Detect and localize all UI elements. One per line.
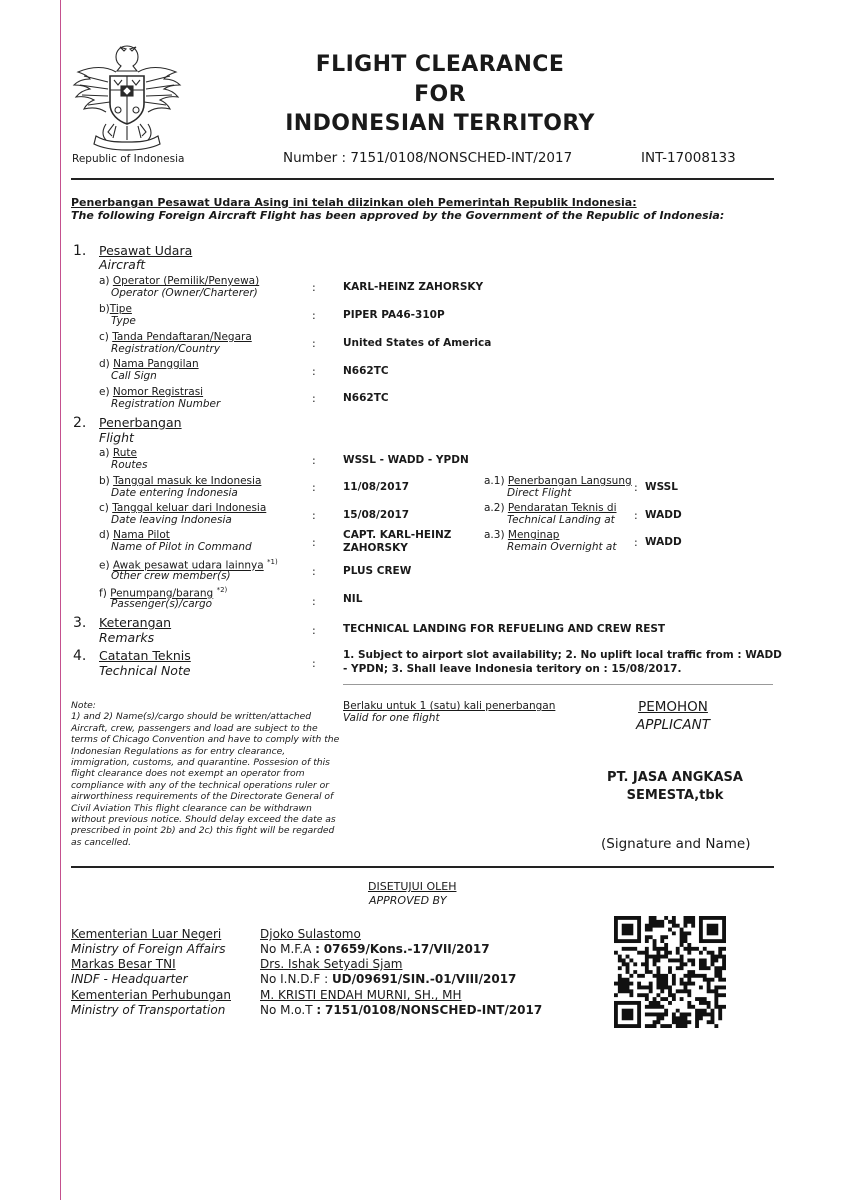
- pilot-name-label-id: d) Nama Pilot: [99, 529, 170, 541]
- note-block: [71, 700, 340, 848]
- colon: :: [312, 365, 316, 378]
- flight-exit-date-label-en: Date leaving Indonesia: [111, 514, 232, 526]
- aircraft-registration-number-label-id: e) Nomor Registrasi: [99, 386, 204, 398]
- colon: :: [312, 309, 316, 322]
- pilot-name-value-line-1: CAPT. KARL-HEINZ: [343, 529, 452, 541]
- signatory-mfa-number: No M.F.A : 07659/Kons.-17/VII/2017: [260, 942, 490, 956]
- authority-tni-en: INDF - Headquarter: [71, 972, 188, 986]
- note-line: terms of Chicago Convention and have to comply with the: [71, 734, 340, 746]
- clearance-number: Number : 7151/0108/NONSCHED-INT/2017: [283, 150, 573, 166]
- note-line: Aircraft, crew, passengers and load are subject to the: [71, 722, 318, 734]
- colon: :: [634, 509, 638, 522]
- section-2-number: 2.: [73, 415, 87, 431]
- other-crew-label-id: e) Awak pesawat udara lainnya $^{*1)}$: [99, 558, 278, 572]
- direct-flight-value: WSSL: [645, 481, 678, 493]
- aircraft-type-label-en: Type: [111, 315, 136, 327]
- note-line: Note:: [71, 700, 96, 711]
- section-3-label-id: Keterangan: [99, 615, 172, 630]
- flight-entry-date-label-id: b) Tanggal masuk ke Indonesia: [99, 475, 262, 487]
- section-2-label-en: Flight: [99, 430, 134, 445]
- colon: :: [634, 536, 638, 549]
- note-line: compliance with any of the technical operations ruler or: [71, 779, 330, 791]
- signatory-mfa-name: Djoko Sulastomo: [260, 927, 361, 941]
- aircraft-registration-country-label-en: Registration/Country: [111, 343, 221, 355]
- signatory-mot-number: No M.o.T : 7151/0108/NONSCHED-INT/2017: [260, 1003, 543, 1017]
- technical-note-line-2: - YPDN; 3. Shall leave Indonesia teritory on : 15/08/2017.: [343, 663, 682, 675]
- applicant-company-line-2: SEMESTA,tbk: [626, 788, 724, 803]
- flight-route-label-en: Routes: [111, 459, 148, 471]
- validity-en: Valid for one flight: [343, 712, 440, 724]
- title-line-3: INDONESIAN TERRITORY: [285, 111, 595, 136]
- colon: :: [312, 509, 316, 522]
- other-crew-value: PLUS CREW: [343, 565, 412, 577]
- aircraft-callsign-label-en: Call Sign: [111, 370, 157, 382]
- section-4-label-id: Catatan Teknis: [99, 648, 191, 663]
- colon: :: [312, 657, 316, 670]
- flight-exit-date-label-id: c) Tanggal keluar dari Indonesia: [99, 502, 267, 514]
- colon: :: [312, 337, 316, 350]
- note-line: 1) and 2) Name(s)/cargo should be written/attached: [71, 711, 312, 723]
- flight-entry-date-value: 11/08/2017: [343, 481, 410, 493]
- aircraft-registration-number-value: N662TC: [343, 392, 389, 404]
- applicant-label-en: APPLICANT: [635, 717, 711, 733]
- header-divider: [71, 178, 774, 180]
- signature-caption: (Signature and Name): [601, 836, 751, 852]
- flight-route-label-id: a) Rute: [99, 447, 137, 459]
- section-1-label-en: Aircraft: [99, 257, 146, 272]
- technical-landing-value: WADD: [645, 509, 682, 521]
- signatory-mot-name: M. KRISTI ENDAH MURNI, SH., MH: [260, 988, 462, 1002]
- technical-landing-label-id: a.2) Pendaratan Teknis di: [484, 502, 617, 514]
- approved-by-label-en: APPROVED BY: [369, 894, 447, 907]
- overnight-value: WADD: [645, 536, 682, 548]
- passengers-value: NIL: [343, 593, 363, 605]
- colon: :: [312, 565, 316, 578]
- note-line: Indonesian Regulations as for entry clearance,: [71, 745, 286, 757]
- signatory-indf-number: No I.N.D.F : UD/09691/SIN.-01/VIII/2017: [260, 972, 517, 986]
- authority-mfa-id: Kementerian Luar Negeri: [71, 927, 222, 941]
- remarks-value: TECHNICAL LANDING FOR REFUELING AND CREW REST: [343, 623, 666, 635]
- approved-by-label-id: DISETUJUI OLEH: [368, 880, 457, 893]
- section-3-label-en: Remarks: [99, 630, 155, 645]
- qr-code-icon: [614, 916, 726, 1028]
- authority-mot-id: Kementerian Perhubungan: [71, 988, 231, 1002]
- other-crew-label-en: Other crew member(s): [111, 570, 231, 582]
- technical-landing-label-en: Technical Landing at: [507, 514, 615, 526]
- overnight-label-id: a.3) Menginap: [484, 529, 560, 541]
- colon: :: [312, 536, 316, 549]
- margin-line: [60, 0, 61, 1200]
- direct-flight-label-en: Direct Flight: [507, 487, 572, 499]
- flight-route-value: WSSL - WADD - YPDN: [343, 454, 469, 466]
- note-line: immigration, customs, and quarantine. Possesion of this: [71, 757, 330, 769]
- aircraft-type-label-id: b)Tipe: [99, 303, 132, 315]
- flight-entry-date-label-en: Date entering Indonesia: [111, 487, 238, 499]
- aircraft-operator-value: KARL-HEINZ ZAHORSKY: [343, 281, 484, 293]
- authority-tni-id: Markas Besar TNI: [71, 957, 176, 971]
- signatory-indf-name: Drs. Ishak Setyadi Sjam: [260, 957, 403, 971]
- aircraft-callsign-label-id: d) Nama Panggilan: [99, 358, 199, 370]
- approval-statement-en: The following Foreign Aircraft Flight has been approved by the Government of the Republic of Indonesia:: [71, 209, 725, 222]
- note-line: flight clearance does not exempt an operator from: [71, 768, 305, 780]
- colon: :: [312, 454, 316, 467]
- colon: :: [634, 481, 638, 494]
- pilot-name-value-line-2: ZAHORSKY: [343, 542, 408, 554]
- approval-statement-id: Penerbangan Pesawat Udara Asing ini telah diizinkan oleh Pemerintah Republik Indonesia:: [71, 196, 637, 209]
- aircraft-callsign-value: N662TC: [343, 365, 389, 377]
- colon: :: [312, 281, 316, 294]
- applicant-company: [590, 769, 760, 805]
- authority-mot-en: Ministry of Transportation: [71, 1003, 226, 1017]
- title-line-2: FOR: [414, 82, 466, 107]
- int-code: INT-17008133: [641, 150, 736, 166]
- colon: :: [312, 392, 316, 405]
- note-line: Civil Aviation This flight clearance can be withdrawn: [71, 802, 312, 814]
- applicant-label-id: PEMOHON: [638, 699, 708, 715]
- aircraft-registration-number-label-en: Registration Number: [111, 398, 221, 410]
- authority-mfa-en: Ministry of Foreign Affairs: [71, 942, 226, 956]
- technical-note-line-1: 1. Subject to airport slot availability; 2. No uplift local traffic from : WADD: [343, 649, 782, 661]
- section-1-label-id: Pesawat Udara: [99, 243, 193, 258]
- passengers-label-en: Passenger(s)/cargo: [111, 598, 213, 610]
- aircraft-type-value: PIPER PA46-310P: [343, 309, 445, 321]
- note-line: as cancelled.: [71, 836, 132, 848]
- applicant-company-line-1: PT. JASA ANGKASA: [607, 770, 743, 785]
- approval-divider: [71, 866, 774, 868]
- direct-flight-label-id: a.1) Penerbangan Langsung: [484, 475, 632, 487]
- section-2-label-id: Penerbangan: [99, 415, 182, 430]
- colon: :: [312, 481, 316, 494]
- section-1-number: 1.: [73, 243, 87, 259]
- pilot-name-label-en: Name of Pilot in Command: [111, 541, 252, 553]
- emblem-caption: Republic of Indonesia: [72, 153, 185, 165]
- note-line: prescribed in point 2b) and 2c) this fight will be regarded: [71, 825, 335, 837]
- aircraft-operator-label-en: Operator (Owner/Charterer): [111, 287, 258, 299]
- validity-id: Berlaku untuk 1 (satu) kali penerbangan: [343, 700, 556, 712]
- section-3-number: 3.: [73, 615, 87, 631]
- garuda-emblem-icon: [66, 40, 188, 152]
- aircraft-operator-label-id: a) Operator (Pemilik/Penyewa): [99, 275, 260, 287]
- section-4-number: 4.: [73, 648, 87, 664]
- aircraft-registration-country-value: United States of America: [343, 337, 492, 349]
- section-4-label-en: Technical Note: [99, 663, 191, 678]
- divider: [343, 684, 773, 685]
- colon: :: [312, 595, 316, 608]
- title-line-1: FLIGHT CLEARANCE: [315, 52, 565, 77]
- flight-exit-date-value: 15/08/2017: [343, 509, 410, 521]
- overnight-label-en: Remain Overnight at: [507, 541, 617, 553]
- note-line: without previous notice. Should delay exceed the date as: [71, 814, 336, 826]
- aircraft-registration-country-label-id: c) Tanda Pendaftaran/Negara: [99, 331, 252, 343]
- note-line: airworthiness requirements of the Directorate General of: [71, 791, 334, 803]
- passengers-label-id: f) Penumpang/barang $^{*2)}$: [99, 586, 228, 600]
- colon: :: [312, 624, 316, 637]
